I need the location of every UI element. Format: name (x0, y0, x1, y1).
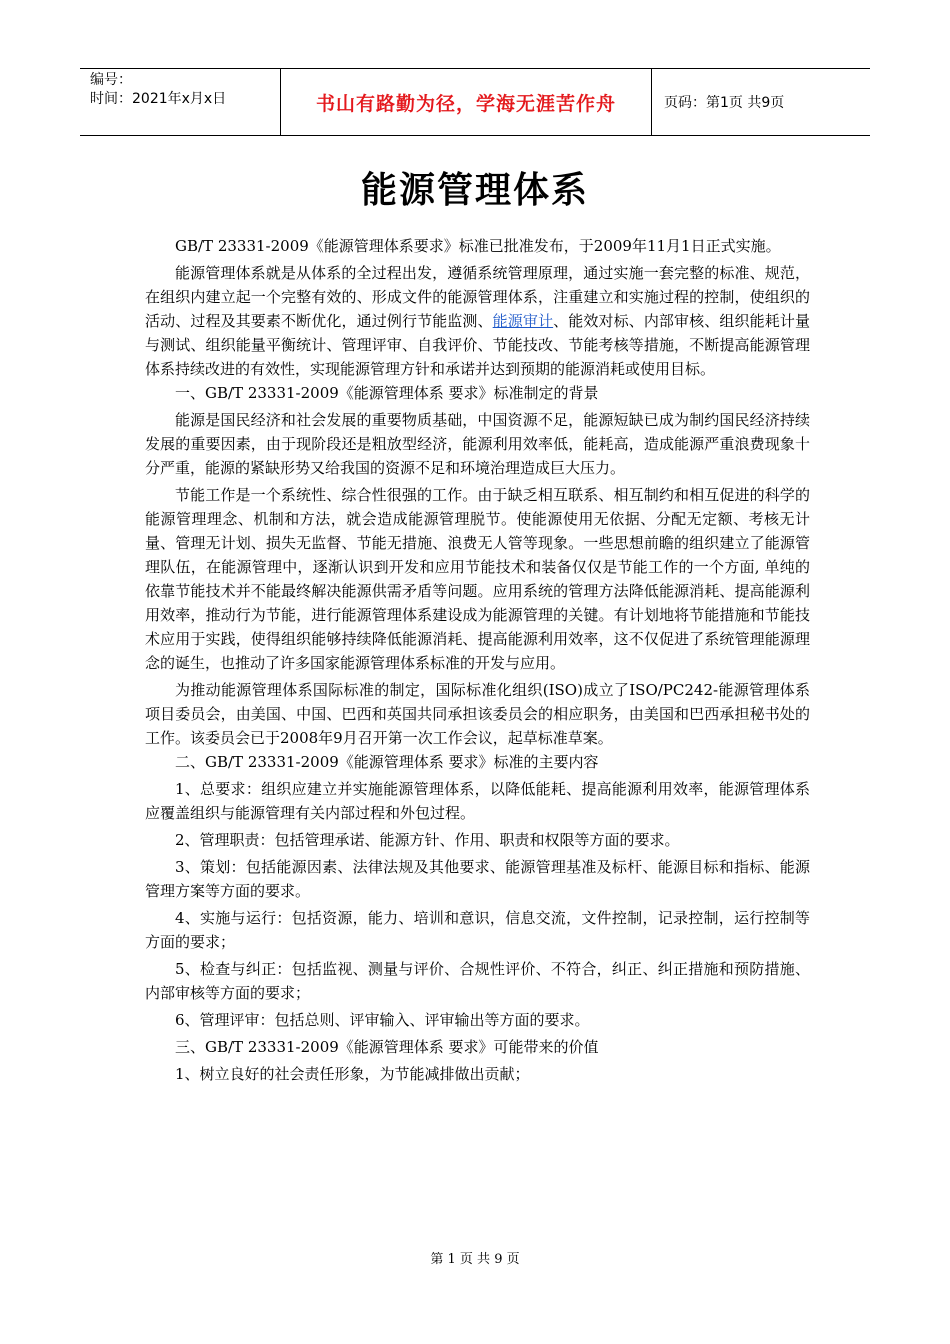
list-item: 6、管理评审：包括总则、评审输入、评审输出等方面的要求。 (175, 1011, 590, 1029)
document-date: 时间：2021年x月x日 (90, 91, 227, 107)
paragraph: 能源是国民经济和社会发展的重要物质基础，中国资源不足，能源短缺已成为制约国民经济持续发展的重要因素，由于现阶段还是粗放型经济，能源利用效率低，能耗高，造成能源严重浪费现象十分严重，能源的紧缺形势又给我国的资源不足和环境治理造成巨大压力。 (145, 411, 810, 477)
list-item: 1、树立良好的社会责任形象，为节能减排做出贡献； (175, 1065, 530, 1083)
paragraph: 为推动能源管理体系国际标准的制定，国际标准化组织(ISO)成立了ISO/PC242-能源管理体系项目委员会，由美国、中国、巴西和英国共同承担该委员会的相应职务，由美国和巴西承担秘书处的工作。该委员会已于2008年9月召开第一次工作会议，起草标准草案。 (145, 681, 810, 747)
section-heading: 一、GB/T 23331-2009《能源管理体系 要求》标准制定的背景 (175, 384, 599, 402)
list-item: 3、策划：包括能源因素、法律法规及其他要求、能源管理基准及标杆、能源目标和指标、能源管理方案等方面的要求。 (145, 858, 810, 900)
paragraph: GB/T 23331-2009《能源管理体系要求》标准已批准发布，于2009年11月1日正式实施。 (175, 237, 781, 255)
paragraph-text: 、能效对标、内部审核、组织能耗计量与测试、组织能量平衡统计、管理评审、自我评价、节能技改、节能考核等措施，不断提高能源管理体系持续改进的有效性，实现能源管理方针和承诺并达到预期的能源消耗或使用目标。 (145, 312, 810, 378)
paragraph-text: 能源管理体系就是从体系的全过程出发，遵循系统管理原理，通过实施一套完整的标准、规范，在组织内建立起一个完整有效的、形成文件的能源管理体系，注重建立和实施过程的控制，使组织的活动、过程及其要素不断优化，通过例行节能监测、 (145, 264, 810, 330)
paragraph: 节能工作是一个系统性、综合性很强的工作。由于缺乏相互联系、相互制约和相互促进的科学的能源管理理念、机制和方法，就会造成能源管理脱节。使能源使用无依据、分配无定额、考核无计量、管理无计划、损失无监督、节能无措施、浪费无人管等现象。一些思想前瞻的组织建立了能源管理队伍，在能源管理中，逐渐认识到开发和应用节能技术和装备仅仅是节能工作的一个方面, 单纯的依靠节能技术并不能最终解决能源供需矛盾等问题。应用系统的管理方法降低能源消耗、提高能源利用效率，推动行为节能，进行能源管理体系建设成为能源管理的关键。有计划地将节能措施和节能技术应用于实践，使得组织能够持续降低能源消耗、提高能源利用效率，这不仅促进了系统管理能源理念的诞生，也推动了许多国家能源管理体系标准的开发与应用。 (145, 486, 810, 672)
page-footer: 第 1 页 共 9 页 (430, 1252, 520, 1267)
document-number: 编号： (90, 72, 132, 88)
section-heading: 三、GB/T 23331-2009《能源管理体系 要求》可能带来的价值 (175, 1038, 599, 1056)
section-heading: 二、GB/T 23331-2009《能源管理体系 要求》标准的主要内容 (175, 753, 599, 771)
header-motto-cell (280, 69, 652, 135)
page-header (80, 68, 870, 136)
list-item: 2、管理职责：包括管理承诺、能源方针、作用、职责和权限等方面的要求。 (175, 831, 680, 849)
list-item: 4、实施与运行：包括资源，能力、培训和意识，信息交流，文件控制，记录控制，运行控制等方面的要求； (145, 909, 810, 951)
header-motto: 书山有路勤为径，学海无涯苦作舟 (315, 92, 616, 115)
energy-audit-link[interactable]: 能源审计 (492, 312, 554, 330)
paragraph (145, 261, 810, 381)
list-item: 1、总要求：组织应建立并实施能源管理体系，以降低能耗、提高能源利用效率，能源管理体系应覆盖组织与能源管理有关内部过程和外包过程。 (145, 780, 810, 822)
header-page-number: 页码：第1页 共9页 (664, 95, 785, 111)
header-meta (80, 69, 280, 135)
document-body (145, 234, 810, 1086)
header-page-cell (652, 69, 870, 135)
list-item: 5、检查与纠正：包括监视、测量与评价、合规性评价、不符合，纠正、纠正措施和预防措施、内部审核等方面的要求； (145, 960, 810, 1002)
document-title: 能源管理体系 (360, 170, 589, 211)
